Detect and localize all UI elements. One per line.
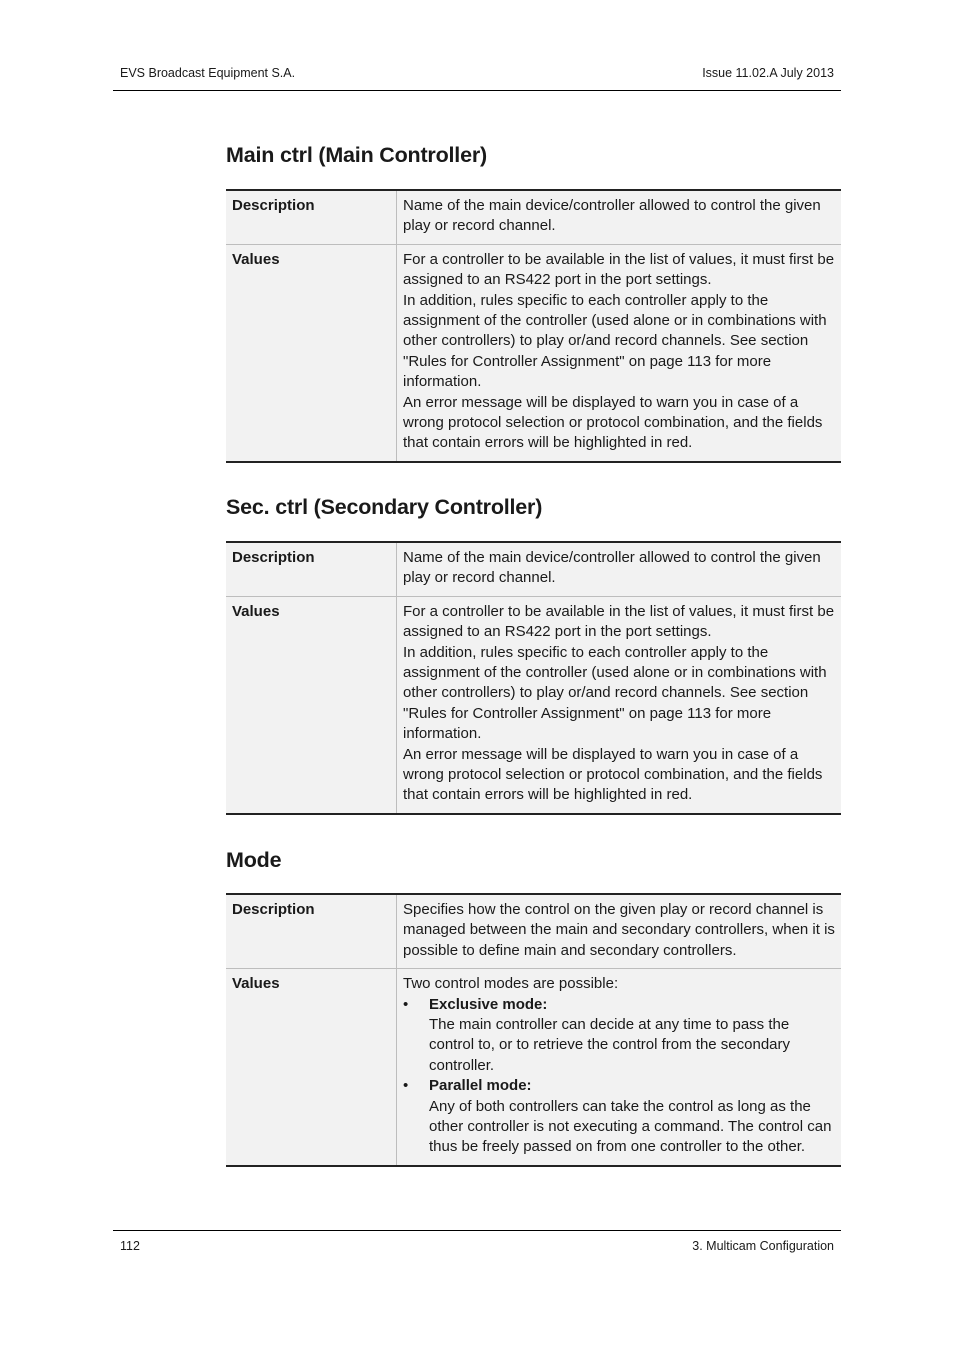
- company-name: EVS Broadcast Equipment S.A.: [120, 66, 296, 80]
- row-label: Description: [226, 190, 397, 244]
- property-table: [226, 541, 841, 815]
- table-row-values: [226, 969, 841, 1166]
- mode-title: Exclusive mode:: [429, 995, 548, 1013]
- mode-text: The main controller can decide at any time to pass the control to, or to retrieve the control from the secondary controller.: [429, 1016, 791, 1074]
- section-title: Main ctrl (Main Controller): [226, 143, 487, 167]
- table-row-values: [226, 244, 841, 462]
- page-header: [113, 62, 841, 91]
- row-value: Name of the main device/controller allowed to control the given play or record channel.: [403, 197, 821, 235]
- row-label: Description: [226, 542, 397, 596]
- row-label: Values: [226, 969, 397, 1166]
- value-paragraph: For a controller to be available in the list of values, it must first be assigned to an RS422 port in the port settings.: [403, 250, 835, 289]
- section-title: Mode: [226, 848, 282, 872]
- bullet-icon: •: [403, 995, 409, 1013]
- mode-text: Any of both controllers can take the control as long as the other controller is not executing a command. The control can thus be freely passed on from one controller to the other.: [429, 1097, 832, 1156]
- mode-title: Parallel mode:: [429, 1077, 532, 1095]
- row-label: Description: [226, 894, 397, 969]
- property-table: [226, 189, 841, 463]
- value-paragraph: An error message will be displayed to warn you in case of a wrong protocol selection or protocol combination, and the fields that contain errors will be highlighted in red.: [403, 745, 823, 804]
- table-row-description: [226, 542, 841, 596]
- values-intro: Two control modes are possible:: [403, 975, 619, 993]
- row-value: [397, 969, 842, 1166]
- value-paragraph: An error message will be displayed to warn you in case of a wrong protocol selection or protocol combination, and the fields that contain errors will be highlighted in red.: [403, 393, 823, 452]
- page-number: 112: [120, 1239, 140, 1253]
- row-value: [397, 596, 842, 814]
- page-footer: [113, 1230, 841, 1253]
- table-row-description: [226, 190, 841, 244]
- list-item: [403, 995, 835, 1077]
- row-label: Values: [226, 596, 397, 814]
- section-sec-ctrl: [226, 490, 841, 815]
- chapter-title: 3. Multicam Configuration: [692, 1239, 834, 1253]
- row-value: [397, 244, 842, 462]
- property-table: [226, 893, 841, 1167]
- table-row-description: [226, 894, 841, 969]
- section-main-ctrl: [226, 138, 841, 463]
- row-label: Values: [226, 244, 397, 462]
- bullet-icon: •: [403, 1077, 409, 1095]
- section-title: Sec. ctrl (Secondary Controller): [226, 495, 543, 519]
- issue-date: Issue 11.02.A July 2013: [702, 66, 834, 80]
- row-value: Specifies how the control on the given play or record channel is managed between the main and secondary controllers, when it is possible to define main and secondary controllers.: [403, 901, 835, 959]
- table-row-values: [226, 596, 841, 814]
- value-paragraph: For a controller to be available in the list of values, it must first be assigned to an RS422 port in the port settings.: [403, 602, 835, 641]
- section-mode: [226, 843, 841, 1167]
- list-item: [403, 1076, 835, 1158]
- value-paragraph: In addition, rules specific to each controller apply to the assignment of the controller (used alone or in combinations with other controllers) to play or/and record channels. See section "Rules for Controller Assignment" on page 113 for more information.: [403, 291, 827, 391]
- mode-list: [403, 995, 835, 1158]
- value-paragraph: In addition, rules specific to each controller apply to the assignment of the controller (used alone or in combinations with other controllers) to play or/and record channels. See section "Rules for Controller Assignment" on page 113 for more information.: [403, 643, 827, 743]
- row-value: Name of the main device/controller allowed to control the given play or record channel.: [403, 549, 821, 587]
